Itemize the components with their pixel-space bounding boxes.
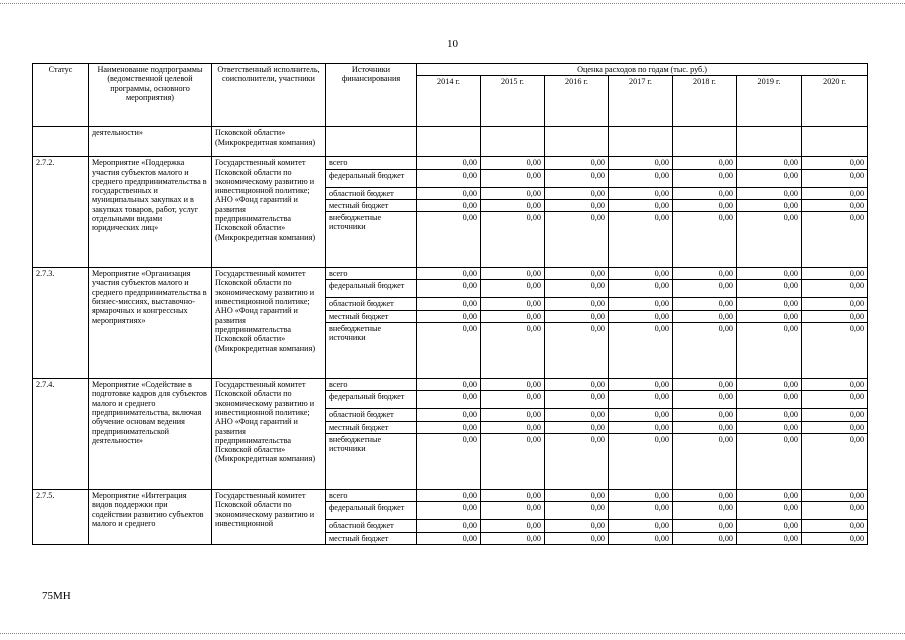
value-cell: 0,00: [609, 391, 673, 409]
value-cell: 0,00: [737, 268, 802, 280]
value-cell: 0,00: [673, 520, 737, 532]
value-cell: 0,00: [417, 157, 481, 169]
value-cell: 0,00: [609, 502, 673, 520]
value-cell: 0,00: [609, 409, 673, 421]
value-cell: 0,00: [673, 268, 737, 280]
value-cell: 0,00: [545, 391, 609, 409]
scan-bottom-edge: [0, 633, 905, 634]
header-year: 2020 г.: [802, 76, 868, 127]
value-cell: 0,00: [417, 169, 481, 187]
source-cell: всего: [326, 268, 417, 280]
header-year: 2016 г.: [545, 76, 609, 127]
header-status: Статус: [33, 64, 89, 127]
value-cell: 0,00: [545, 421, 609, 433]
value-cell: 0,00: [481, 199, 545, 211]
value-cell: 0,00: [673, 421, 737, 433]
source-cell: местный бюджет: [326, 199, 417, 211]
value-cell: 0,00: [545, 268, 609, 280]
value-cell: 0,00: [802, 169, 868, 187]
source-cell: внебюджетные источники: [326, 323, 417, 379]
value-cell: 0,00: [609, 212, 673, 268]
responsible-cell: Государственный комитет Псковской области по экономическому развитию и инвестиционной политике; АНО «Фонд гарантий и развития предпринимательства Псковской области» (Микрокредитная компания): [212, 379, 326, 490]
value-cell: 0,00: [481, 532, 545, 544]
value-cell: 0,00: [481, 520, 545, 532]
value-cell: 0,00: [545, 157, 609, 169]
value-cell: 0,00: [545, 187, 609, 199]
source-cell: местный бюджет: [326, 421, 417, 433]
value-cell: 0,00: [802, 187, 868, 199]
value-cell: [673, 127, 737, 157]
status-cell: [33, 127, 89, 157]
page-number: 10: [447, 38, 458, 50]
status-cell: 2.7.4.: [33, 379, 89, 490]
value-cell: 0,00: [673, 323, 737, 379]
source-cell: местный бюджет: [326, 532, 417, 544]
source-cell: всего: [326, 489, 417, 501]
value-cell: 0,00: [802, 310, 868, 322]
value-cell: 0,00: [545, 280, 609, 298]
value-cell: 0,00: [802, 520, 868, 532]
value-cell: 0,00: [737, 199, 802, 211]
value-cell: 0,00: [673, 502, 737, 520]
status-cell: 2.7.3.: [33, 268, 89, 379]
value-cell: 0,00: [737, 421, 802, 433]
value-cell: 0,00: [481, 310, 545, 322]
source-cell: областной бюджет: [326, 298, 417, 310]
header-year: 2015 г.: [481, 76, 545, 127]
status-cell: 2.7.2.: [33, 157, 89, 268]
value-cell: 0,00: [609, 298, 673, 310]
value-cell: 0,00: [417, 520, 481, 532]
source-cell: областной бюджет: [326, 409, 417, 421]
header-estimate: Оценка расходов по годам (тыс. руб.): [417, 64, 868, 76]
value-cell: 0,00: [802, 199, 868, 211]
responsible-cell: Государственный комитет Псковской области по экономическому развитию и инвестиционной политике; АНО «Фонд гарантий и развития предпринимательства Псковской области» (Микрокредитная компания): [212, 268, 326, 379]
name-cell: Мероприятие «Интеграция видов поддержки при содействии развитию субъектов малого и среднего: [89, 489, 212, 544]
source-cell: федеральный бюджет: [326, 502, 417, 520]
value-cell: 0,00: [545, 433, 609, 489]
value-cell: 0,00: [481, 323, 545, 379]
value-cell: 0,00: [609, 169, 673, 187]
value-cell: 0,00: [609, 310, 673, 322]
value-cell: 0,00: [545, 489, 609, 501]
value-cell: 0,00: [417, 212, 481, 268]
value-cell: 0,00: [481, 157, 545, 169]
footer-code: 75МН: [42, 590, 71, 602]
value-cell: 0,00: [802, 532, 868, 544]
value-cell: 0,00: [417, 421, 481, 433]
value-cell: 0,00: [417, 489, 481, 501]
value-cell: 0,00: [737, 157, 802, 169]
value-cell: 0,00: [609, 532, 673, 544]
source-cell: внебюджетные источники: [326, 433, 417, 489]
value-cell: 0,00: [481, 433, 545, 489]
value-cell: 0,00: [737, 187, 802, 199]
value-cell: 0,00: [417, 268, 481, 280]
header-year: 2018 г.: [673, 76, 737, 127]
value-cell: 0,00: [737, 212, 802, 268]
value-cell: 0,00: [737, 280, 802, 298]
value-cell: 0,00: [737, 520, 802, 532]
value-cell: 0,00: [673, 298, 737, 310]
value-cell: 0,00: [417, 310, 481, 322]
value-cell: 0,00: [737, 379, 802, 391]
table-row: [33, 268, 868, 280]
value-cell: 0,00: [673, 409, 737, 421]
value-cell: [417, 127, 481, 157]
status-cell: 2.7.5.: [33, 489, 89, 544]
value-cell: 0,00: [673, 169, 737, 187]
header-year: 2019 г.: [737, 76, 802, 127]
value-cell: 0,00: [609, 280, 673, 298]
value-cell: 0,00: [417, 298, 481, 310]
source-cell: федеральный бюджет: [326, 280, 417, 298]
value-cell: 0,00: [673, 212, 737, 268]
header-responsible: Ответственный исполнитель, соисполнители, участники: [212, 64, 326, 127]
value-cell: 0,00: [545, 532, 609, 544]
budget-table: [32, 63, 868, 545]
value-cell: 0,00: [673, 199, 737, 211]
value-cell: 0,00: [545, 409, 609, 421]
value-cell: 0,00: [802, 268, 868, 280]
value-cell: [481, 127, 545, 157]
value-cell: 0,00: [545, 169, 609, 187]
name-cell: деятельности»: [89, 127, 212, 157]
value-cell: 0,00: [737, 433, 802, 489]
header-year: 2017 г.: [609, 76, 673, 127]
value-cell: 0,00: [802, 433, 868, 489]
scan-top-edge: [0, 3, 905, 4]
responsible-cell: Государственный комитет Псковской области по экономическому развитию и инвестиционной: [212, 489, 326, 544]
value-cell: 0,00: [481, 280, 545, 298]
value-cell: 0,00: [737, 298, 802, 310]
value-cell: 0,00: [417, 199, 481, 211]
value-cell: 0,00: [481, 391, 545, 409]
value-cell: 0,00: [545, 379, 609, 391]
value-cell: 0,00: [802, 157, 868, 169]
value-cell: 0,00: [737, 532, 802, 544]
value-cell: 0,00: [673, 187, 737, 199]
value-cell: 0,00: [481, 187, 545, 199]
value-cell: 0,00: [545, 212, 609, 268]
value-cell: 0,00: [737, 169, 802, 187]
value-cell: 0,00: [609, 187, 673, 199]
value-cell: 0,00: [545, 502, 609, 520]
value-cell: 0,00: [737, 489, 802, 501]
value-cell: 0,00: [609, 421, 673, 433]
value-cell: 0,00: [545, 298, 609, 310]
header-year: 2014 г.: [417, 76, 481, 127]
value-cell: 0,00: [802, 409, 868, 421]
value-cell: 0,00: [545, 310, 609, 322]
value-cell: 0,00: [802, 489, 868, 501]
value-cell: 0,00: [673, 391, 737, 409]
value-cell: 0,00: [673, 379, 737, 391]
value-cell: 0,00: [673, 433, 737, 489]
value-cell: 0,00: [481, 212, 545, 268]
value-cell: 0,00: [609, 157, 673, 169]
value-cell: 0,00: [609, 268, 673, 280]
value-cell: 0,00: [802, 502, 868, 520]
responsible-cell: Государственный комитет Псковской области по экономическому развитию и инвестиционной политике; АНО «Фонд гарантий и развития предпринимательства Псковской области» (Микрокредитная компания): [212, 157, 326, 268]
header-sources: Источники финансирования: [326, 64, 417, 127]
value-cell: 0,00: [545, 199, 609, 211]
value-cell: 0,00: [673, 532, 737, 544]
value-cell: 0,00: [802, 298, 868, 310]
continuation-row: [33, 127, 868, 157]
source-cell: всего: [326, 379, 417, 391]
value-cell: 0,00: [802, 212, 868, 268]
value-cell: 0,00: [545, 323, 609, 379]
value-cell: 0,00: [481, 169, 545, 187]
value-cell: 0,00: [802, 323, 868, 379]
source-cell: внебюджетные источники: [326, 212, 417, 268]
responsible-cell: Псковской области» (Микрокредитная компания): [212, 127, 326, 157]
name-cell: Мероприятие «Организация участия субъектов малого и среднего предпринимательства в бизнес-миссиях, выставочно-ярмарочных и конгрессных мероприятиях»: [89, 268, 212, 379]
value-cell: 0,00: [481, 298, 545, 310]
value-cell: 0,00: [481, 502, 545, 520]
source-cell: [326, 127, 417, 157]
value-cell: 0,00: [673, 489, 737, 501]
name-cell: Мероприятие «Содействие в подготовке кадров для субъектов малого и среднего предпринимательства, включая обучение основам ведения предпринимательской деятельности»: [89, 379, 212, 490]
source-cell: областной бюджет: [326, 187, 417, 199]
value-cell: 0,00: [609, 520, 673, 532]
value-cell: 0,00: [802, 280, 868, 298]
source-cell: федеральный бюджет: [326, 169, 417, 187]
value-cell: 0,00: [802, 379, 868, 391]
name-cell: Мероприятие «Поддержка участия субъектов малого и среднего предпринимательства в государственных и муниципальных закупках и в закупках товаров, работ, услуг отдельными видами юридических лиц»: [89, 157, 212, 268]
value-cell: 0,00: [737, 502, 802, 520]
value-cell: 0,00: [545, 520, 609, 532]
source-cell: всего: [326, 157, 417, 169]
value-cell: 0,00: [737, 409, 802, 421]
table-row: [33, 157, 868, 169]
value-cell: [545, 127, 609, 157]
value-cell: 0,00: [609, 433, 673, 489]
value-cell: 0,00: [481, 489, 545, 501]
value-cell: 0,00: [417, 280, 481, 298]
value-cell: 0,00: [737, 391, 802, 409]
value-cell: 0,00: [609, 323, 673, 379]
value-cell: 0,00: [673, 157, 737, 169]
value-cell: 0,00: [802, 421, 868, 433]
value-cell: 0,00: [417, 391, 481, 409]
value-cell: 0,00: [417, 502, 481, 520]
value-cell: 0,00: [481, 409, 545, 421]
value-cell: 0,00: [609, 199, 673, 211]
value-cell: [737, 127, 802, 157]
value-cell: 0,00: [417, 323, 481, 379]
value-cell: 0,00: [481, 268, 545, 280]
value-cell: 0,00: [417, 532, 481, 544]
source-cell: областной бюджет: [326, 520, 417, 532]
value-cell: [609, 127, 673, 157]
table-row: [33, 379, 868, 391]
value-cell: 0,00: [417, 433, 481, 489]
source-cell: местный бюджет: [326, 310, 417, 322]
value-cell: 0,00: [609, 489, 673, 501]
value-cell: 0,00: [802, 391, 868, 409]
value-cell: [802, 127, 868, 157]
value-cell: 0,00: [417, 187, 481, 199]
value-cell: 0,00: [737, 323, 802, 379]
value-cell: 0,00: [417, 409, 481, 421]
value-cell: 0,00: [673, 280, 737, 298]
value-cell: 0,00: [737, 310, 802, 322]
header-name: Наименование подпрограммы (ведомственной целевой программы, основного мероприятия): [89, 64, 212, 127]
value-cell: 0,00: [481, 379, 545, 391]
value-cell: 0,00: [481, 421, 545, 433]
table-row: [33, 489, 868, 501]
value-cell: 0,00: [417, 379, 481, 391]
source-cell: федеральный бюджет: [326, 391, 417, 409]
value-cell: 0,00: [673, 310, 737, 322]
value-cell: 0,00: [609, 379, 673, 391]
